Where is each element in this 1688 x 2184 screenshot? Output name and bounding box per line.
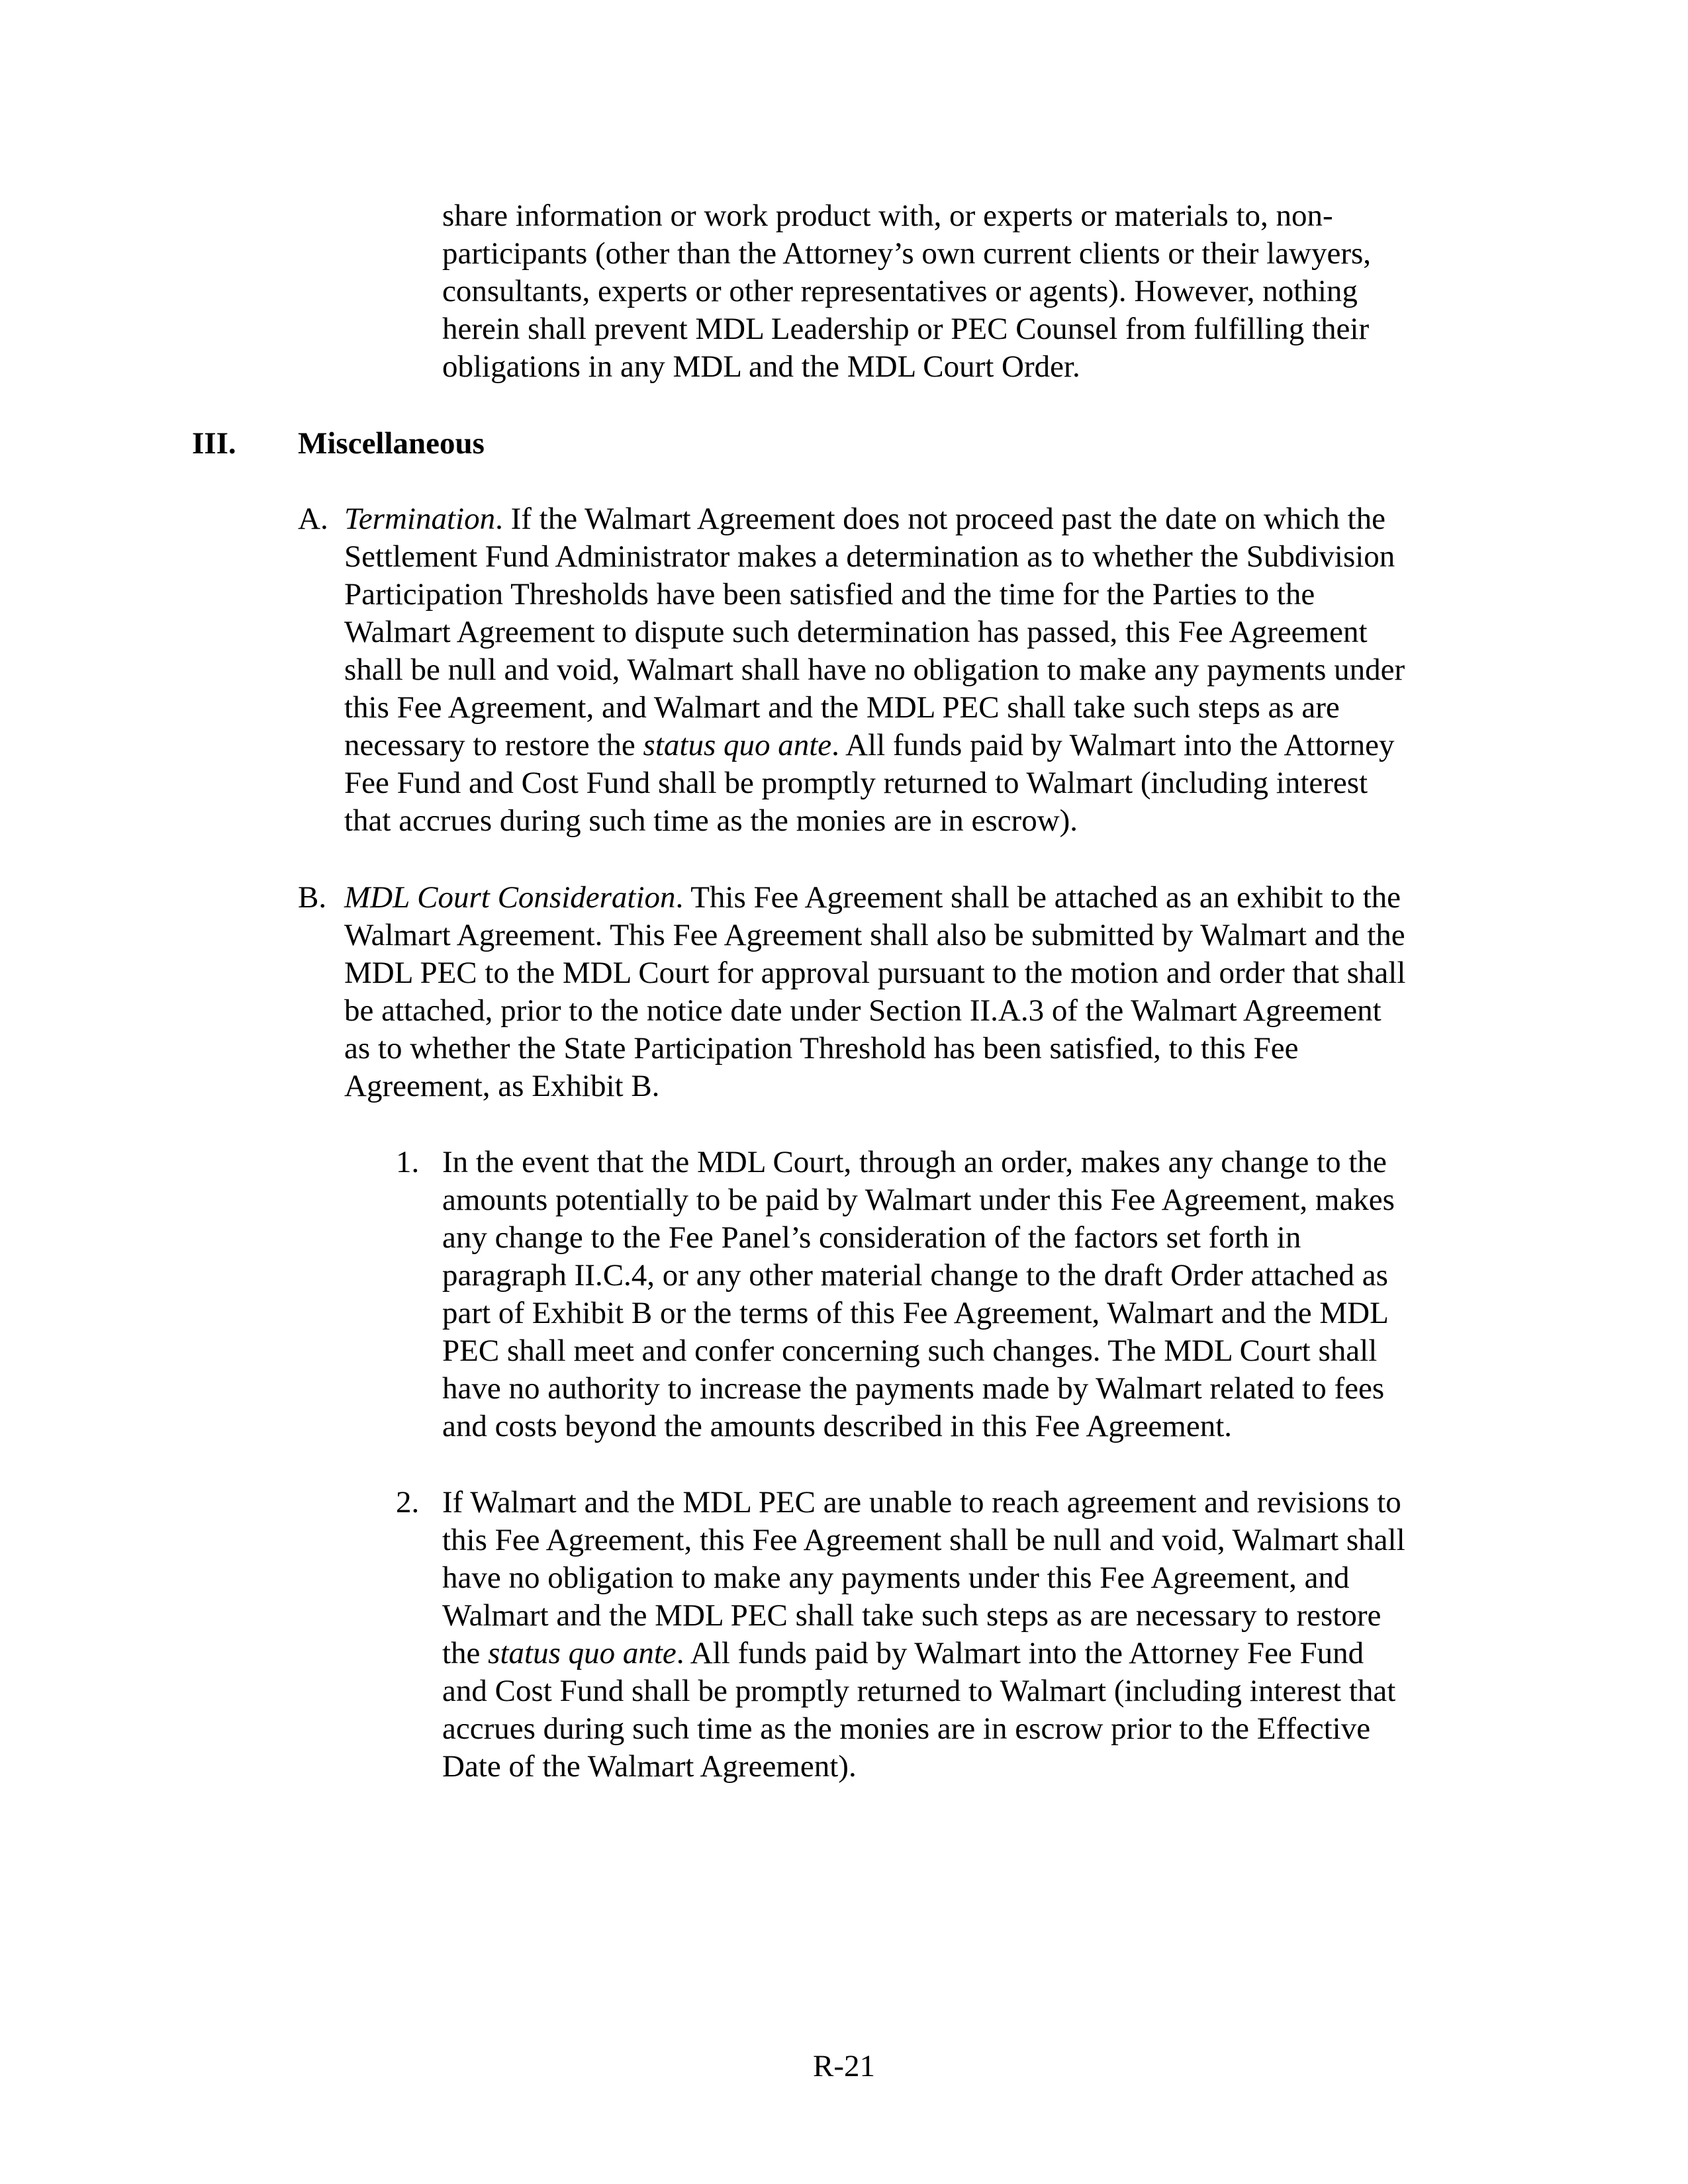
text-line: and Cost Fund shall be promptly returned to Walmart (including interest that	[442, 1674, 1396, 1708]
text-line: consultants, experts or other representatives or agents). However, nothing	[442, 274, 1358, 308]
text-line: share information or work product with, or experts or materials to, non-	[442, 199, 1333, 233]
text-line: MDL Court Consideration. This Fee Agreement shall be attached as an exhibit to the	[344, 880, 1401, 915]
text-line: have no authority to increase the payments made by Walmart related to fees	[442, 1371, 1385, 1406]
text-line: Settlement Fund Administrator makes a determination as to whether the Subdivision	[344, 539, 1395, 574]
text-line: Agreement, as Exhibit B.	[344, 1069, 660, 1103]
item-b-paragraph	[344, 879, 1405, 1105]
text-line: any change to the Fee Panel’s consideration of the factors set forth in	[442, 1220, 1301, 1255]
section-title: Miscellaneous	[298, 426, 485, 461]
page-number: R-21	[813, 2049, 875, 2083]
text-line: Date of the Walmart Agreement).	[442, 1749, 857, 1784]
item-b-marker: B.	[298, 880, 327, 915]
text-line: the status quo ante. All funds paid by Walmart into the Attorney Fee Fund	[442, 1636, 1364, 1670]
text-line: paragraph II.C.4, or any other material change to the draft Order attached as	[442, 1258, 1388, 1293]
text-line: Participation Thresholds have been satisfied and the time for the Parties to the	[344, 577, 1315, 612]
text-line: as to whether the State Participation Threshold has been satisfied, to this Fee	[344, 1031, 1299, 1066]
text-line: this Fee Agreement, this Fee Agreement shall be null and void, Walmart shall	[442, 1523, 1405, 1557]
item-2-paragraph	[442, 1484, 1405, 1786]
continuation-paragraph	[442, 197, 1371, 386]
text-line: obligations in any MDL and the MDL Court Order.	[442, 349, 1080, 384]
latin-term: status quo ante	[643, 728, 832, 762]
text-line: PEC shall meet and confer concerning such changes. The MDL Court shall	[442, 1334, 1378, 1368]
text-line: accrues during such time as the monies are in escrow prior to the Effective	[442, 1711, 1371, 1746]
text-line: MDL PEC to the MDL Court for approval pursuant to the motion and order that shall	[344, 956, 1406, 990]
term-heading: MDL Court Consideration	[344, 880, 676, 915]
latin-term: status quo ante	[488, 1636, 677, 1670]
text-line: shall be null and void, Walmart shall have no obligation to make any payments under	[344, 653, 1405, 687]
item-1-marker: 1.	[396, 1145, 420, 1179]
text-line: be attached, prior to the notice date under Section II.A.3 of the Walmart Agreement	[344, 993, 1382, 1028]
text-line: In the event that the MDL Court, through an order, makes any change to the	[442, 1145, 1387, 1179]
item-a-paragraph	[344, 500, 1405, 840]
text-line: part of Exhibit B or the terms of this Fee Agreement, Walmart and the MDL	[442, 1296, 1389, 1330]
text-line: necessary to restore the status quo ante. All funds paid by Walmart into the Attorney	[344, 728, 1395, 762]
text-line: Termination. If the Walmart Agreement does not proceed past the date on which the	[344, 502, 1385, 536]
item-a-marker: A.	[298, 502, 328, 536]
text-line: and costs beyond the amounts described in this Fee Agreement.	[442, 1409, 1233, 1443]
text-line: have no obligation to make any payments under this Fee Agreement, and	[442, 1561, 1350, 1595]
text-line: this Fee Agreement, and Walmart and the MDL PEC shall take such steps as are	[344, 690, 1340, 725]
text-line: amounts potentially to be paid by Walmart under this Fee Agreement, makes	[442, 1183, 1395, 1217]
section-number: III.	[192, 426, 236, 461]
text-line: herein shall prevent MDL Leadership or PEC Counsel from fulfilling their	[442, 312, 1370, 346]
text-line: Walmart Agreement to dispute such determination has passed, this Fee Agreement	[344, 615, 1368, 649]
item-2-marker: 2.	[396, 1485, 420, 1520]
text-line: Walmart Agreement. This Fee Agreement shall also be submitted by Walmart and the	[344, 918, 1405, 952]
text-line: participants (other than the Attorney’s own current clients or their lawyers,	[442, 236, 1372, 271]
text-line: Walmart and the MDL PEC shall take such steps as are necessary to restore	[442, 1598, 1382, 1633]
text-line: that accrues during such time as the monies are in escrow).	[344, 803, 1078, 838]
item-1-paragraph	[442, 1144, 1395, 1445]
text-line: If Walmart and the MDL PEC are unable to reach agreement and revisions to	[442, 1485, 1401, 1520]
term-heading: Termination	[344, 502, 496, 536]
text-line: Fee Fund and Cost Fund shall be promptly returned to Walmart (including interest	[344, 766, 1368, 800]
